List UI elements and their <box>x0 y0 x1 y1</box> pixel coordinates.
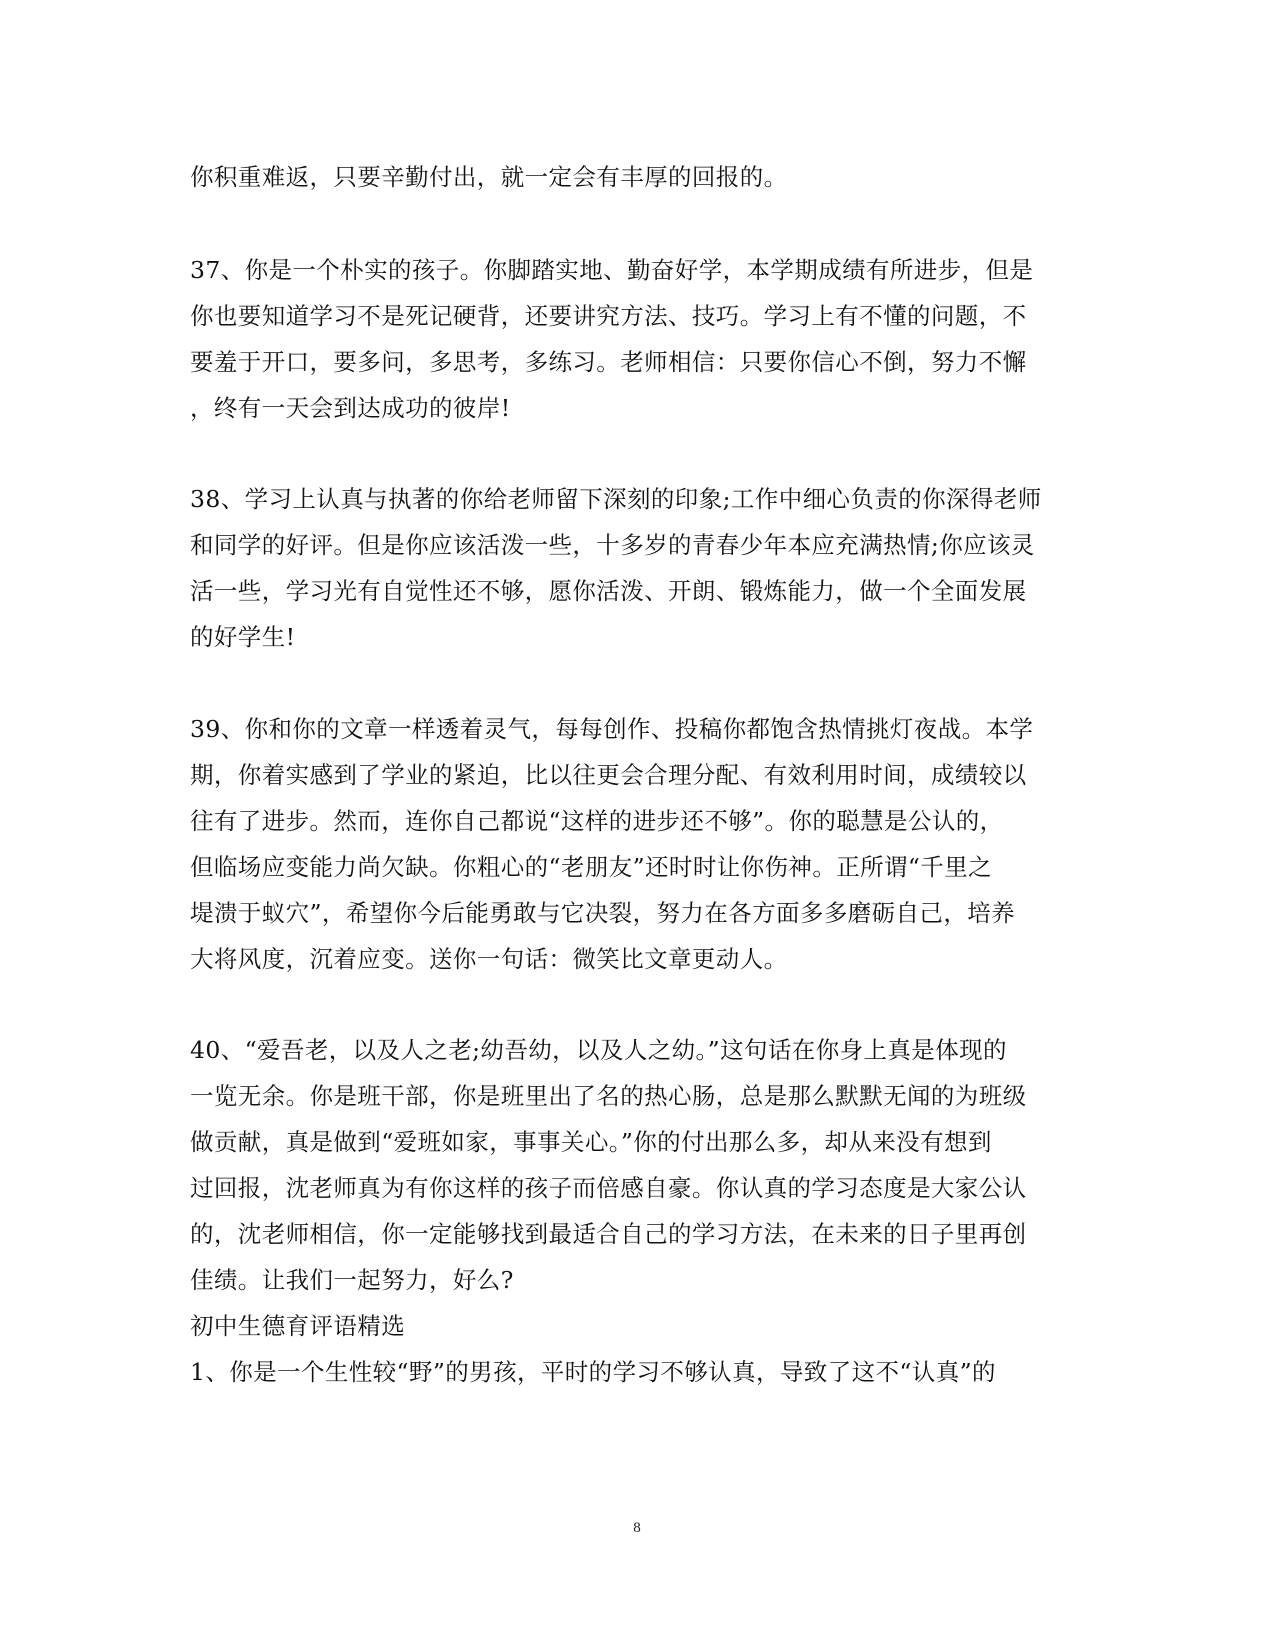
text-line: 你也要知道学习不是死记硬背，还要讲究方法、技巧。学习上有不懂的问题，不 <box>190 302 1027 330</box>
text-line: 一览无余。你是班干部，你是班里出了名的热心肠，总是那么默默无闻的为班级 <box>190 1082 1027 1110</box>
text-line: 活一些，学习光有自觉性还不够，愿你活泼、开朗、锻炼能力，做一个全面发展 <box>190 577 1027 605</box>
text-line: 你积重难返，只要辛勤付出，就一定会有丰厚的回报的。 <box>190 163 788 191</box>
text-line: 大将风度，沉着应变。送你一句话：微笑比文章更动人。 <box>190 945 788 973</box>
text-line: 期，你着实感到了学业的紧迫，比以往更会合理分配、有效利用时间，成绩较以 <box>190 761 1027 789</box>
text-line: 的，沈老师相信，你一定能够找到最适合自己的学习方法，在未来的日子里再创 <box>190 1220 1027 1248</box>
section-heading: 初中生德育评语精选 <box>190 1312 406 1340</box>
text-line: 要羞于开口，要多问，多思考，多练习。老师相信：只要你信心不倒，努力不懈 <box>190 348 1027 376</box>
page-number: 8 <box>633 1520 641 1536</box>
text-line: 和同学的好评。但是你应该活泼一些，十多岁的青春少年本应充满热情;你应该灵 <box>190 531 1035 559</box>
text-line: 佳绩。让我们一起努力，好么? <box>190 1266 514 1294</box>
text-line: 做贡献，真是做到“爱班如家，事事关心。”你的付出那么多，却从来没有想到 <box>190 1128 992 1156</box>
text-line: 的好学生! <box>190 623 296 651</box>
text-line: 但临场应变能力尚欠缺。你粗心的“老朋友”还时时让你伤神。正所谓“千里之 <box>190 853 993 881</box>
text-line: 40、“爱吾老，以及人之老;幼吾幼，以及人之幼。”这句话在你身上真是体现的 <box>190 1036 1007 1064</box>
text-line: 38、学习上认真与执著的你给老师留下深刻的印象;工作中细心负责的你深得老师 <box>190 485 1042 513</box>
text-line: 堤溃于蚁穴”，希望你今后能勇敢与它决裂，努力在各方面多多磨砺自己，培养 <box>190 899 1016 927</box>
text-line: 1、你是一个生性较“野”的男孩，平时的学习不够认真，导致了这不“认真”的 <box>190 1358 996 1386</box>
text-line: 37、你是一个朴实的孩子。你脚踏实地、勤奋好学，本学期成绩有所进步，但是 <box>190 256 1034 284</box>
text-line: 往有了进步。然而，连你自己都说“这样的进步还不够”。你的聪慧是公认的， <box>190 807 1004 835</box>
text-line: 过回报，沈老师真为有你这样的孩子而倍感自豪。你认真的学习态度是大家公认 <box>190 1174 1027 1202</box>
text-line: ，终有一天会到达成功的彼岸! <box>190 394 511 422</box>
text-line: 39、你和你的文章一样透着灵气，每每创作、投稿你都饱含热情挑灯夜战。本学 <box>190 715 1034 743</box>
